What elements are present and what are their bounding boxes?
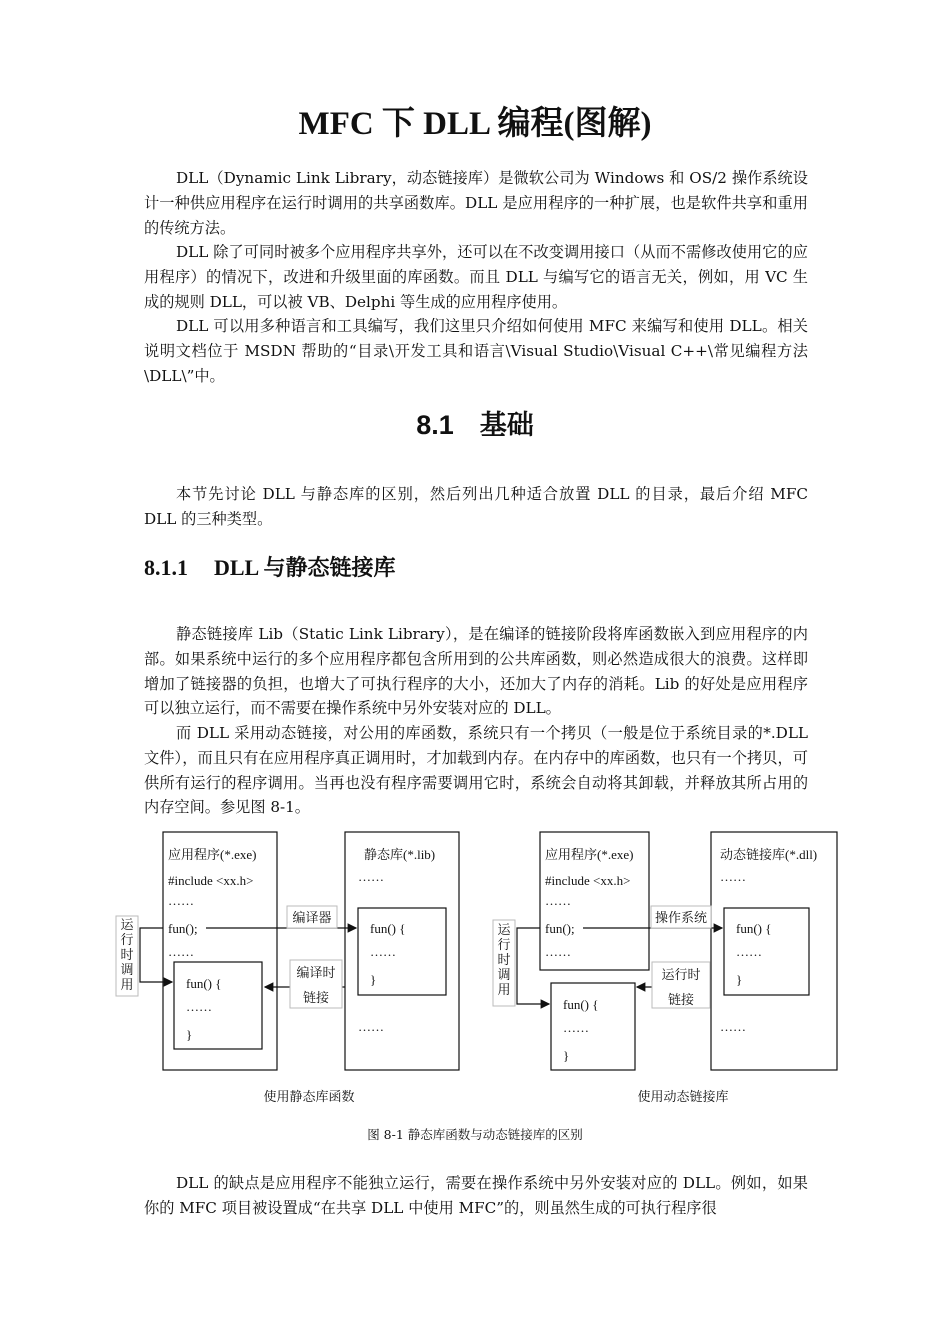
dynamic-lib-fun-dots: …… [736, 944, 762, 959]
page-title: MFC 下 DLL 编程(图解) [298, 106, 652, 142]
dynamic-app-include: #include <xx.h> [545, 873, 631, 888]
dynamic-os-label: 操作系统 [654, 910, 708, 925]
dynamic-loaded-fun-dots: …… [563, 1020, 589, 1035]
body-paragraph-1: 静态链接库 Lib（Static Link Library），是在编译的链接阶段将库函数嵌入到应用程序的内部。如果系统中运行的多个应用程序都包含所用到的公共库函数，则必然造成很大的浪费。这样即增加了链接器的负担，也增大了可执行程序的大小，还加大了内存的消耗。Lib 的好处是应用程序可以独立运行，而不需要在操作系统中另外安装对应的 DLL。 [144, 625, 808, 718]
static-lib-title: 静态库(*.lib) [364, 847, 436, 862]
static-app-call: fun(); [168, 921, 198, 936]
dynamic-caption: 使用动态链接库 [637, 1089, 729, 1104]
intro-paragraph-3: DLL 可以用多种语言和工具编写，我们这里只介绍如何使用 MFC 来编写和使用 DLL。相关说明文档位于 MSDN 帮助的“目录\开发工具和语言\Visual Studio\Visual C++\常见编程方法\DLL\”中。 [144, 317, 808, 385]
closing-paragraph: DLL 的缺点是应用程序不能独立运行，需要在操作系统中另外安装对应的 DLL。例如，如果你的 MFC 项目被设置成“在共享 DLL 中使用 MFC”的，则虽然生成的可执行程序很 [144, 1174, 808, 1217]
intro-paragraph-2: DLL 除了可同时被多个应用程序共享外，还可以在不改变调用接口（从而不需修改使用它的应用程序）的情况下，改进和升级里面的库函数。而且 DLL 与编写它的语言无关，例如，用 VC 生成的规则 DLL，可以被 VB、Delphi 等生成的应用程序使用。 [144, 243, 808, 311]
static-link-label-2: 链接 [302, 990, 330, 1005]
dynamic-loaded-fun-close: } [563, 1048, 570, 1063]
dynamic-lib-dots-1: …… [720, 869, 746, 884]
static-embedded-fun-close: } [186, 1027, 193, 1042]
static-lib-fun-open: fun() { [370, 921, 406, 936]
subsection-number: 8.1.1 [144, 555, 188, 580]
figure-caption: 图 8-1 静态库函数与动态链接库的区别 [367, 1127, 583, 1142]
dynamic-app-call: fun(); [545, 921, 575, 936]
dynamic-loaded-fun-open: fun() { [563, 997, 599, 1012]
static-lib-dots-1: …… [358, 869, 384, 884]
dynamic-app-dots-2: …… [545, 944, 571, 959]
dynamic-runtime-arrow [517, 928, 549, 1004]
dynamic-link-label-1: 运行时 [661, 967, 701, 982]
static-diagram [116, 832, 459, 1104]
dynamic-lib-dots-2: …… [720, 1019, 746, 1034]
static-app-title: 应用程序(*.exe) [168, 847, 257, 862]
dynamic-lib-box [711, 832, 837, 1070]
dynamic-lib-title: 动态链接库(*.dll) [720, 847, 818, 862]
dynamic-lib-fun-close: } [736, 972, 743, 987]
static-caption: 使用静态库函数 [263, 1089, 355, 1104]
dynamic-link-label-2: 链接 [667, 992, 695, 1007]
static-lib-fun-dots: …… [370, 944, 396, 959]
subsection-title: DLL 与静态链接库 [214, 555, 396, 580]
section-number: 8.1 [416, 410, 454, 440]
static-lib-dots-2: …… [358, 1019, 384, 1034]
intro-paragraph-1: DLL（Dynamic Link Library，动态链接库）是微软公司为 Windows 和 OS/2 操作系统设计一种供应用程序在运行时调用的共享函数库。DLL 是应用程序的一种扩展，也是软件共享和重用的传统方法。 [144, 169, 808, 237]
static-compiler-label: 编译器 [292, 910, 332, 925]
dynamic-app-title: 应用程序(*.exe) [545, 847, 634, 862]
section-intro-paragraph: 本节先讨论 DLL 与静态库的区别，然后列出几种适合放置 DLL 的目录，最后介绍 MFC DLL 的三种类型。 [144, 485, 808, 528]
static-runtime-label: 运行时调用 [120, 917, 134, 992]
body-paragraph-2: 而 DLL 采用动态链接，对公用的库函数，系统只有一个拷贝（一般是位于系统目录的*.DLL 文件），而且只有在应用程序真正调用时，才加载到内存。在内存中的库函数，也只有一个拷贝，可供所有运行的程序调用。当再也没有程序需要调用它时，系统会自动将其卸载，并释放其所占用的内存空间。参见图 8-1。 [144, 724, 808, 817]
dynamic-lib-fun-open: fun() { [736, 921, 772, 936]
static-lib-fun-close: } [370, 972, 377, 987]
dynamic-app-dots-1: …… [545, 893, 571, 908]
section-title: 基础 [479, 410, 534, 440]
static-embedded-fun-dots: …… [186, 999, 212, 1014]
static-app-include: #include <xx.h> [168, 873, 254, 888]
static-lib-box [345, 832, 459, 1070]
static-link-label-1: 编译时 [296, 965, 336, 980]
dynamic-runtime-label: 运行时调用 [497, 922, 511, 997]
dynamic-diagram [493, 832, 837, 1104]
static-app-dots-1: …… [168, 893, 194, 908]
static-app-dots-2: …… [168, 944, 194, 959]
static-embedded-fun-open: fun() { [186, 976, 222, 991]
